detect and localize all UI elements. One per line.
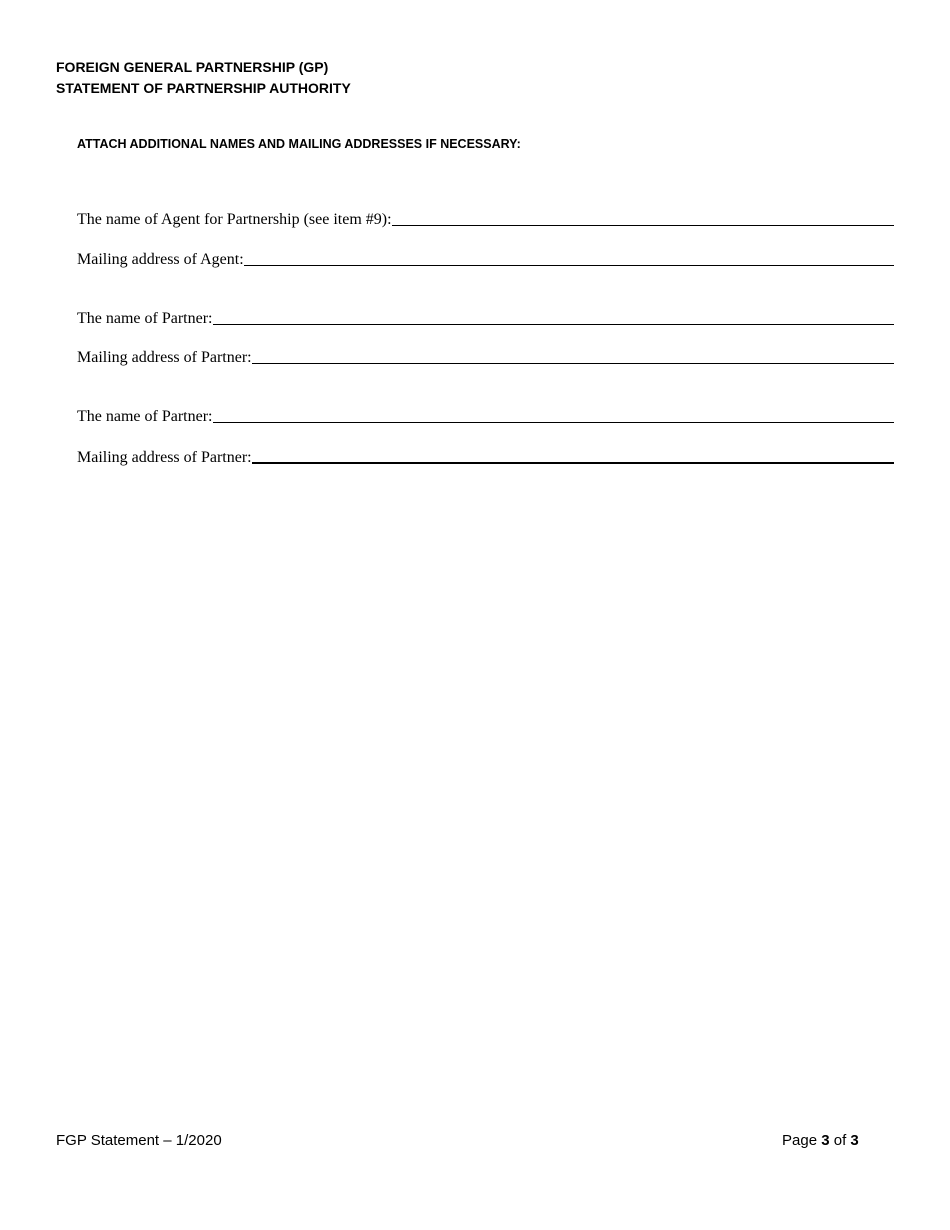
form-version: FGP Statement – 1/2020	[56, 1132, 222, 1149]
partner2-name-label: The name of Partner:	[77, 408, 213, 425]
agent-name-field	[77, 211, 894, 229]
partner2-name-field	[77, 408, 894, 426]
agent-name-input[interactable]	[392, 211, 894, 226]
partner2-address-field	[77, 448, 894, 467]
form-title: FOREIGN GENERAL PARTNERSHIP (GP)	[56, 59, 329, 75]
partner1-name-field	[77, 310, 894, 328]
page-current: 3	[821, 1132, 830, 1149]
page-of: of	[833, 1132, 847, 1149]
agent-address-field	[77, 251, 894, 269]
partner1-name-label: The name of Partner:	[77, 310, 213, 327]
partner2-name-input[interactable]	[213, 408, 895, 423]
instruction-text: ATTACH ADDITIONAL NAMES AND MAILING ADDRESSES IF NECESSARY:	[77, 137, 521, 151]
page-prefix: Page	[782, 1132, 818, 1149]
agent-name-label: The name of Agent for Partnership (see item #9):	[77, 211, 392, 228]
partner1-address-label: Mailing address of Partner:	[77, 349, 252, 366]
page-number	[782, 1132, 859, 1149]
agent-address-input[interactable]	[244, 251, 894, 266]
page-total: 3	[850, 1132, 859, 1149]
partner1-address-input[interactable]	[252, 349, 894, 364]
partner2-address-label: Mailing address of Partner:	[77, 449, 252, 466]
partner1-address-field	[77, 349, 894, 367]
document-header	[56, 57, 351, 99]
agent-address-label: Mailing address of Agent:	[77, 251, 244, 268]
partner1-name-input[interactable]	[213, 310, 895, 325]
partner2-address-input[interactable]	[252, 448, 894, 464]
form-subtitle: STATEMENT OF PARTNERSHIP AUTHORITY	[56, 80, 351, 96]
